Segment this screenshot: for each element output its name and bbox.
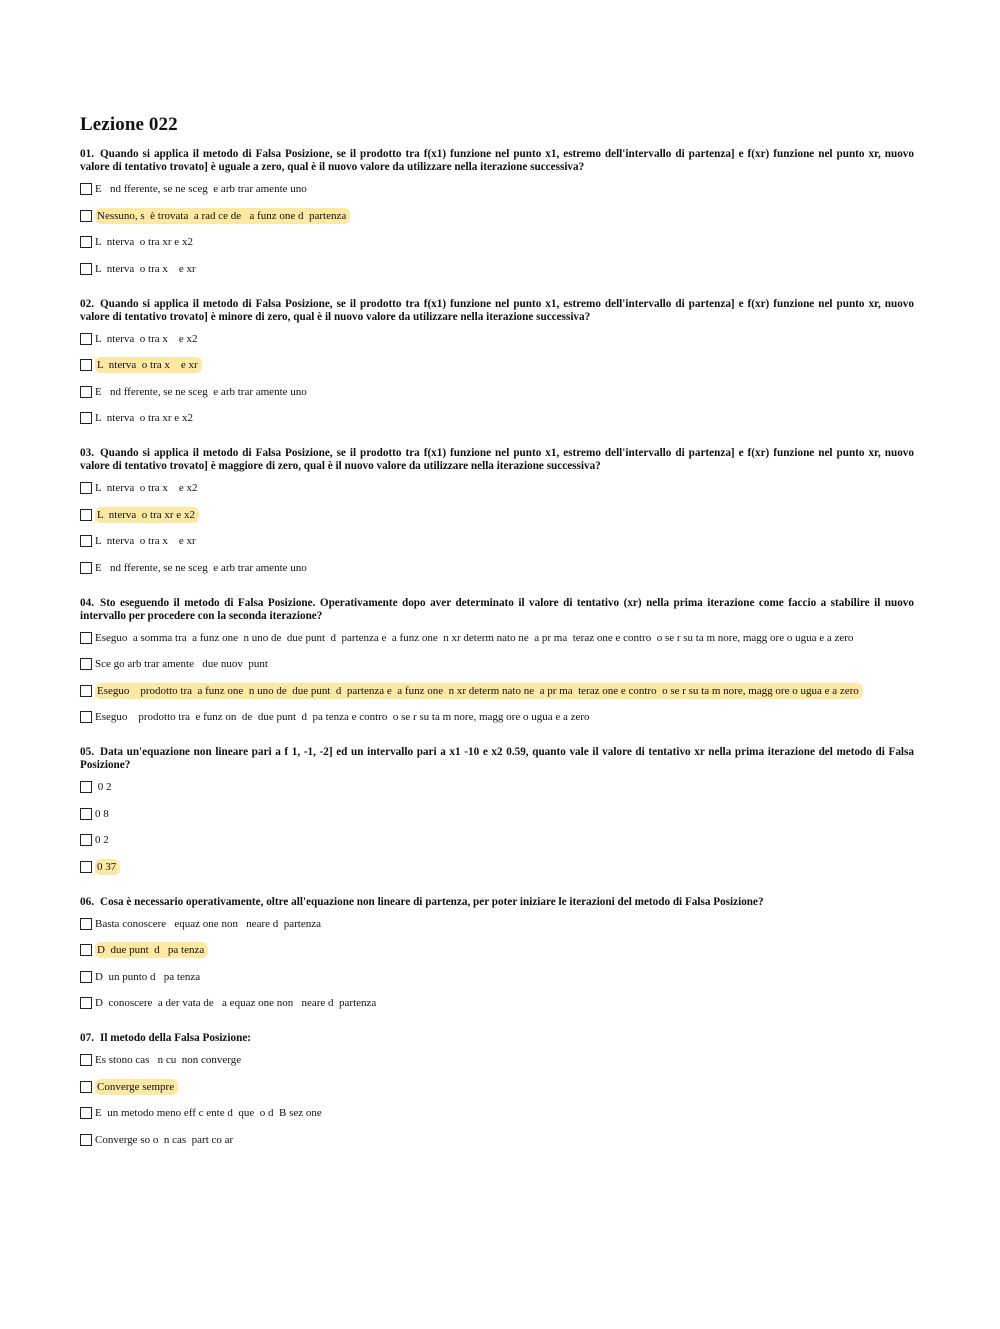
checkbox-icon[interactable] <box>80 263 92 275</box>
question-number: 02. <box>80 297 94 310</box>
answer-text: D conoscere a der vata de a equaz one non neare d partenza <box>95 997 377 1009</box>
checkbox-icon[interactable] <box>80 1107 92 1119</box>
question-5 <box>80 746 914 874</box>
answer-text-highlighted: Nessuno, s è trovata a rad ce de a funz one d partenza <box>95 208 350 224</box>
answer-text: 0 2 <box>95 834 109 846</box>
question-text <box>80 597 914 623</box>
question-number: 05. <box>80 746 94 758</box>
answer-text: Eseguo a somma tra a funz one n uno de due punt d partenza e a funz one n xr determ nato ne a pr ma teraz one e contro o se r su ta m nore, magg ore o ugua e a zero <box>95 631 854 644</box>
answer-option[interactable] <box>80 209 914 223</box>
answer-text: Es stono cas n cu non converge <box>95 1054 242 1066</box>
answer-option[interactable] <box>80 657 914 671</box>
checkbox-icon[interactable] <box>80 1134 92 1146</box>
answer-text: E nd fferente, se ne sceg e arb trar amente uno <box>95 385 307 398</box>
answer-option[interactable] <box>80 710 914 724</box>
answer-text: E nd fferente, se ne sceg e arb trar amente uno <box>95 183 307 195</box>
question-body: Sto eseguendo il metodo di Falsa Posizione. Operativamente dopo aver determinato il valore di tentativo (xr) nella prima iterazione come faccio a stabilire il nuovo intervallo per procedere con la seconda iterazione? <box>80 596 914 622</box>
answer-option[interactable] <box>80 833 914 847</box>
question-2 <box>80 298 914 426</box>
checkbox-icon[interactable] <box>80 535 92 547</box>
checkbox-icon[interactable] <box>80 658 92 670</box>
checkbox-icon[interactable] <box>80 944 92 956</box>
answer-option[interactable] <box>80 332 914 346</box>
answer-text: L nterva o tra x e x2 <box>95 332 198 345</box>
checkbox-icon[interactable] <box>80 1081 92 1093</box>
checkbox-icon[interactable] <box>80 685 92 697</box>
page-title: Lezione 022 <box>80 114 178 135</box>
answer-option[interactable] <box>80 684 914 698</box>
answer-option[interactable] <box>80 970 914 984</box>
question-number: 07. <box>80 1032 94 1044</box>
answer-text: 0 2 <box>95 781 112 793</box>
answer-option[interactable] <box>80 534 914 548</box>
question-number: 03. <box>80 447 94 459</box>
answer-option[interactable] <box>80 780 914 794</box>
answer-option[interactable] <box>80 860 914 874</box>
checkbox-icon[interactable] <box>80 1054 92 1066</box>
checkbox-icon[interactable] <box>80 632 92 644</box>
answer-text: L nterva o tra xr e x2 <box>95 236 193 248</box>
answer-option[interactable] <box>80 807 914 821</box>
answer-option[interactable] <box>80 1053 914 1067</box>
answer-text-highlighted: Eseguo prodotto tra a funz one n uno de due punt d partenza e a funz one n xr determ nato ne a pr ma teraz one e contro o se r su ta m nore, magg ore o ugua e a zero <box>95 683 863 699</box>
answer-text-highlighted: L nterva o tra xr e x2 <box>95 507 199 523</box>
question-3 <box>80 447 914 575</box>
question-number: 01. <box>80 148 94 160</box>
question-text <box>80 896 914 909</box>
question-text <box>80 746 914 772</box>
checkbox-icon[interactable] <box>80 861 92 873</box>
question-4 <box>80 597 914 725</box>
answer-option[interactable] <box>80 385 914 399</box>
question-body: Il metodo della Falsa Posizione: <box>99 1032 252 1044</box>
answer-option[interactable] <box>80 411 914 425</box>
answer-text: L nterva o tra x e x2 <box>95 482 198 494</box>
checkbox-icon[interactable] <box>80 183 92 195</box>
checkbox-icon[interactable] <box>80 997 92 1009</box>
answer-option[interactable] <box>80 917 914 931</box>
answer-option[interactable] <box>80 481 914 495</box>
answer-option[interactable] <box>80 1133 914 1147</box>
checkbox-icon[interactable] <box>80 562 92 574</box>
quiz-page <box>80 114 914 1169</box>
question-6 <box>80 896 914 1011</box>
answer-text-highlighted: L nterva o tra x e xr <box>95 357 202 373</box>
question-text <box>80 447 914 473</box>
question-body: Quando si applica il metodo di Falsa Posizione, se il prodotto tra f(x1) funzione nel punto x1, estremo dell'intervallo di partenza] e f(xr) funzione nel punto xr, nuovo valore di tentativo trovato] è minore di zero, qual è il nuovo valore da utilizzare nella iterazione successiva? <box>80 297 914 323</box>
answer-text: Eseguo prodotto tra e funz on de due punt d pa tenza e contro o se r su ta m nore, magg ore o ugua e a zero <box>95 711 590 723</box>
answer-text: L nterva o tra x e xr <box>95 535 196 547</box>
answer-option[interactable] <box>80 943 914 957</box>
question-text <box>80 298 914 324</box>
question-number: 06. <box>80 895 94 908</box>
answer-text: L nterva o tra xr e x2 <box>95 412 193 424</box>
question-7 <box>80 1032 914 1147</box>
checkbox-icon[interactable] <box>80 971 92 983</box>
question-text <box>80 1032 914 1045</box>
answer-text-highlighted: Converge sempre <box>95 1079 178 1095</box>
question-body: Quando si applica il metodo di Falsa Posizione, se il prodotto tra f(x1) funzione nel punto x1, estremo dell'intervallo di partenza] e f(xr) funzione nel punto xr, nuovo valore di tentativo trovato] è uguale a zero, qual è il nuovo valore da utilizzare nella iterazione successiva? <box>80 148 914 173</box>
checkbox-icon[interactable] <box>80 482 92 494</box>
answer-option[interactable] <box>80 1106 914 1120</box>
checkbox-icon[interactable] <box>80 834 92 846</box>
checkbox-icon[interactable] <box>80 412 92 424</box>
answer-option[interactable] <box>80 235 914 249</box>
checkbox-icon[interactable] <box>80 918 92 930</box>
checkbox-icon[interactable] <box>80 386 92 398</box>
checkbox-icon[interactable] <box>80 781 92 793</box>
answer-option[interactable] <box>80 631 914 645</box>
answer-text: Basta conoscere equaz one non neare d partenza <box>95 917 321 930</box>
question-text <box>80 148 914 174</box>
answer-text: Sce go arb trar amente due nuov punt <box>95 658 268 670</box>
answer-option[interactable] <box>80 1080 914 1094</box>
answer-text-highlighted: D due punt d pa tenza <box>95 942 208 958</box>
question-1 <box>80 148 914 276</box>
answer-text: L nterva o tra x e xr <box>95 262 196 275</box>
answer-text: Converge so o n cas part co ar <box>95 1133 234 1146</box>
answer-text: E nd fferente, se ne sceg e arb trar amente uno <box>95 561 307 574</box>
checkbox-icon[interactable] <box>80 711 92 723</box>
checkbox-icon[interactable] <box>80 210 92 222</box>
answer-option[interactable] <box>80 182 914 196</box>
checkbox-icon[interactable] <box>80 333 92 345</box>
answer-option[interactable] <box>80 508 914 522</box>
question-list <box>80 148 914 1147</box>
checkbox-icon[interactable] <box>80 236 92 248</box>
answer-option[interactable] <box>80 996 914 1010</box>
answer-text: E un metodo meno eff c ente d que o d B sez one <box>95 1107 322 1119</box>
question-body: Quando si applica il metodo di Falsa Posizione, se il prodotto tra f(x1) funzione nel punto x1, estremo dell'intervallo di partenza] e f(xr) funzione nel punto xr, nuovo valore di tentativo trovato] è maggiore di zero, qual è il nuovo valore da utilizzare nella iterazione successiva? <box>80 447 914 472</box>
checkbox-icon[interactable] <box>80 808 92 820</box>
answer-text: 0 8 <box>95 807 109 820</box>
answer-option[interactable] <box>80 262 914 276</box>
answer-text: D un punto d pa tenza <box>95 970 201 983</box>
checkbox-icon[interactable] <box>80 509 92 521</box>
answer-text-highlighted: 0 37 <box>95 859 120 875</box>
answer-option[interactable] <box>80 358 914 372</box>
question-body: Cosa è necessario operativamente, oltre all'equazione non lineare di partenza, per poter iniziare le iterazioni del metodo di Falsa Posizione? <box>99 895 764 908</box>
checkbox-icon[interactable] <box>80 359 92 371</box>
answer-option[interactable] <box>80 561 914 575</box>
question-number: 04. <box>80 596 94 609</box>
question-body: Data un'equazione non lineare pari a f 1, -1, -2] ed un intervallo pari a x1 -10 e x2 0.59, quanto vale il valore di tentativo xr nella prima iterazione del metodo di Falsa Posizione? <box>80 746 914 771</box>
